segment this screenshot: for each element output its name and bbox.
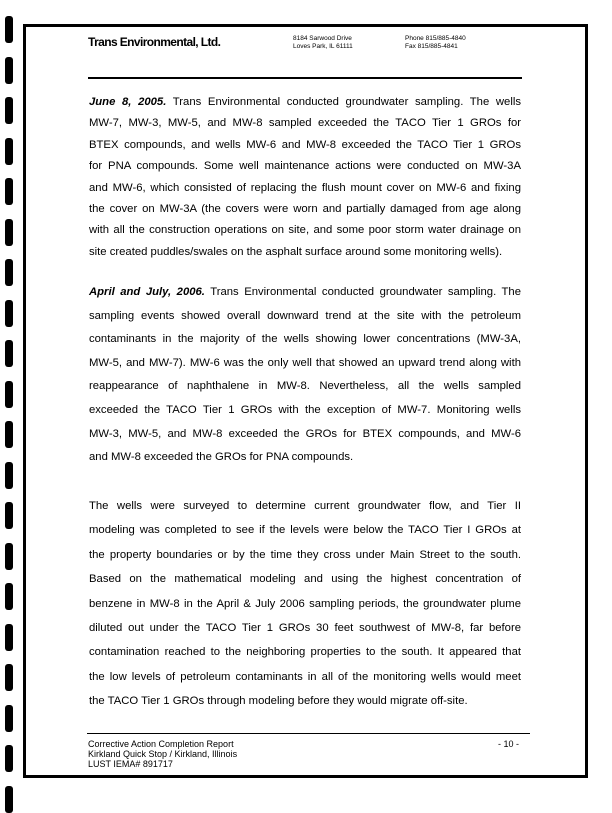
binding-hole [5, 502, 13, 529]
text-line: site created puddles/swales on the asphalt surface around some monitoring wells). [89, 245, 503, 258]
binding-hole [5, 462, 13, 489]
paragraph-modeling [89, 494, 521, 714]
text-line: the property boundaries or by the time they cross under Main Street to the south. [89, 548, 521, 561]
company-address [293, 35, 353, 51]
text-line: sampling events showed overall downward trend at the site with the petroleum [89, 309, 521, 322]
binding-hole [5, 57, 13, 84]
binding-hole [5, 543, 13, 570]
text-line: contaminants in the majority of the wells showing lower concentrations (MW-3A, [89, 333, 521, 346]
binding-hole [5, 583, 13, 610]
binding-hole [5, 16, 13, 43]
binding-hole [5, 421, 13, 448]
binding-hole [5, 300, 13, 327]
paragraph-april-july-2006 [89, 281, 521, 470]
text-line: The wells were surveyed to determine current groundwater flow, and Tier II [89, 500, 521, 512]
binding-hole [5, 786, 13, 813]
text-line: MW-7, MW-3, MW-5, and MW-8 sampled exceeded the TACO Tier 1 GROs for [89, 117, 521, 130]
paragraph-lead: April and July, 2006. [89, 286, 205, 298]
text-line: reappearance of naphthalene in MW-8. Nevertheless, all the wells sampled [89, 380, 521, 393]
text-line: BTEX compounds, and wells MW-6 and MW-8 exceeded the TACO Tier 1 GROs [89, 138, 521, 151]
fax: Fax 815/885-4841 [405, 43, 458, 50]
company-name: Trans Environmental, Ltd. [88, 35, 221, 49]
binding-hole [5, 178, 13, 205]
text-line: the TACO Tier 1 GROs through modeling before they would migrate off-site. [89, 695, 468, 708]
address-line-1: 8184 Sarwood Drive [293, 35, 352, 42]
binding-hole [5, 381, 13, 408]
binding-hole [5, 745, 13, 772]
site-name: Kirkland Quick Stop / Kirkland, Illinois [88, 749, 238, 759]
company-contact [405, 35, 466, 51]
text-span: Trans Environmental conducted groundwater sampling. The [204, 286, 521, 298]
binding-hole [5, 624, 13, 651]
phone: Phone 815/885-4840 [405, 35, 466, 42]
text-line: benzene in MW-8 in the April & July 2006 sampling periods, the groundwater plume [89, 597, 521, 610]
text-line: with all the construction operations on site, and some poor storm water drainage on [89, 224, 521, 237]
text-span: Trans Environmental conducted groundwater sampling. The wells [166, 96, 521, 108]
text-line: and MW-6, which consisted of replacing the flush mount cover on MW-6 and fixing [89, 181, 521, 194]
binding-hole [5, 219, 13, 246]
text-line [89, 281, 521, 305]
binding-hole [5, 97, 13, 124]
footer-info [88, 739, 237, 769]
text-line: contamination reached to the neighboring properties to the south. It appeared that [89, 646, 521, 659]
text-line: diluted out under the TACO Tier 1 GROs 30 feet southwest of MW-8, far before [89, 622, 521, 635]
report-title: Corrective Action Completion Report [88, 739, 234, 749]
paragraph-june-2005 [89, 92, 521, 263]
text-line: modeling was completed to see if the levels were below the TACO Tier I GROs at [89, 524, 521, 537]
paragraph-lead: June 8, 2005. [89, 96, 167, 108]
text-line: MW-5, and MW-7). MW-6 was the only well that showed an upward trend along with [89, 356, 521, 369]
text-line: and MW-8 exceeded the GROs for PNA compounds. [89, 451, 354, 464]
text-line: Based on the mathematical modeling and using the highest concentration of [89, 573, 521, 586]
binding-hole [5, 340, 13, 367]
address-line-2: Loves Park, IL 61111 [293, 43, 353, 50]
text-line [89, 92, 521, 113]
binding-hole [5, 664, 13, 691]
binding-hole [5, 705, 13, 732]
text-line: the low levels of petroleum contaminants in all of the monitoring wells would meet [89, 670, 521, 683]
page-number: - 10 - [498, 739, 520, 749]
text-line: the cover on MW-3A (the covers were worn and partially damaged from age along [89, 203, 521, 216]
text-line: exceeded the TACO Tier 1 GROs with the exception of MW-7. Monitoring wells [89, 403, 521, 416]
header-rule [88, 77, 522, 79]
footer-rule [87, 733, 530, 734]
text-line: for PNA compounds. Some well maintenance actions were conducted on MW-3A [89, 160, 521, 173]
lust-id: LUST IEMA# 891717 [88, 759, 173, 769]
text-line: MW-3, MW-5, and MW-8 exceeded the GROs for BTEX compounds, and MW-6 [89, 427, 521, 440]
binding-hole [5, 138, 13, 165]
binding-hole [5, 259, 13, 286]
